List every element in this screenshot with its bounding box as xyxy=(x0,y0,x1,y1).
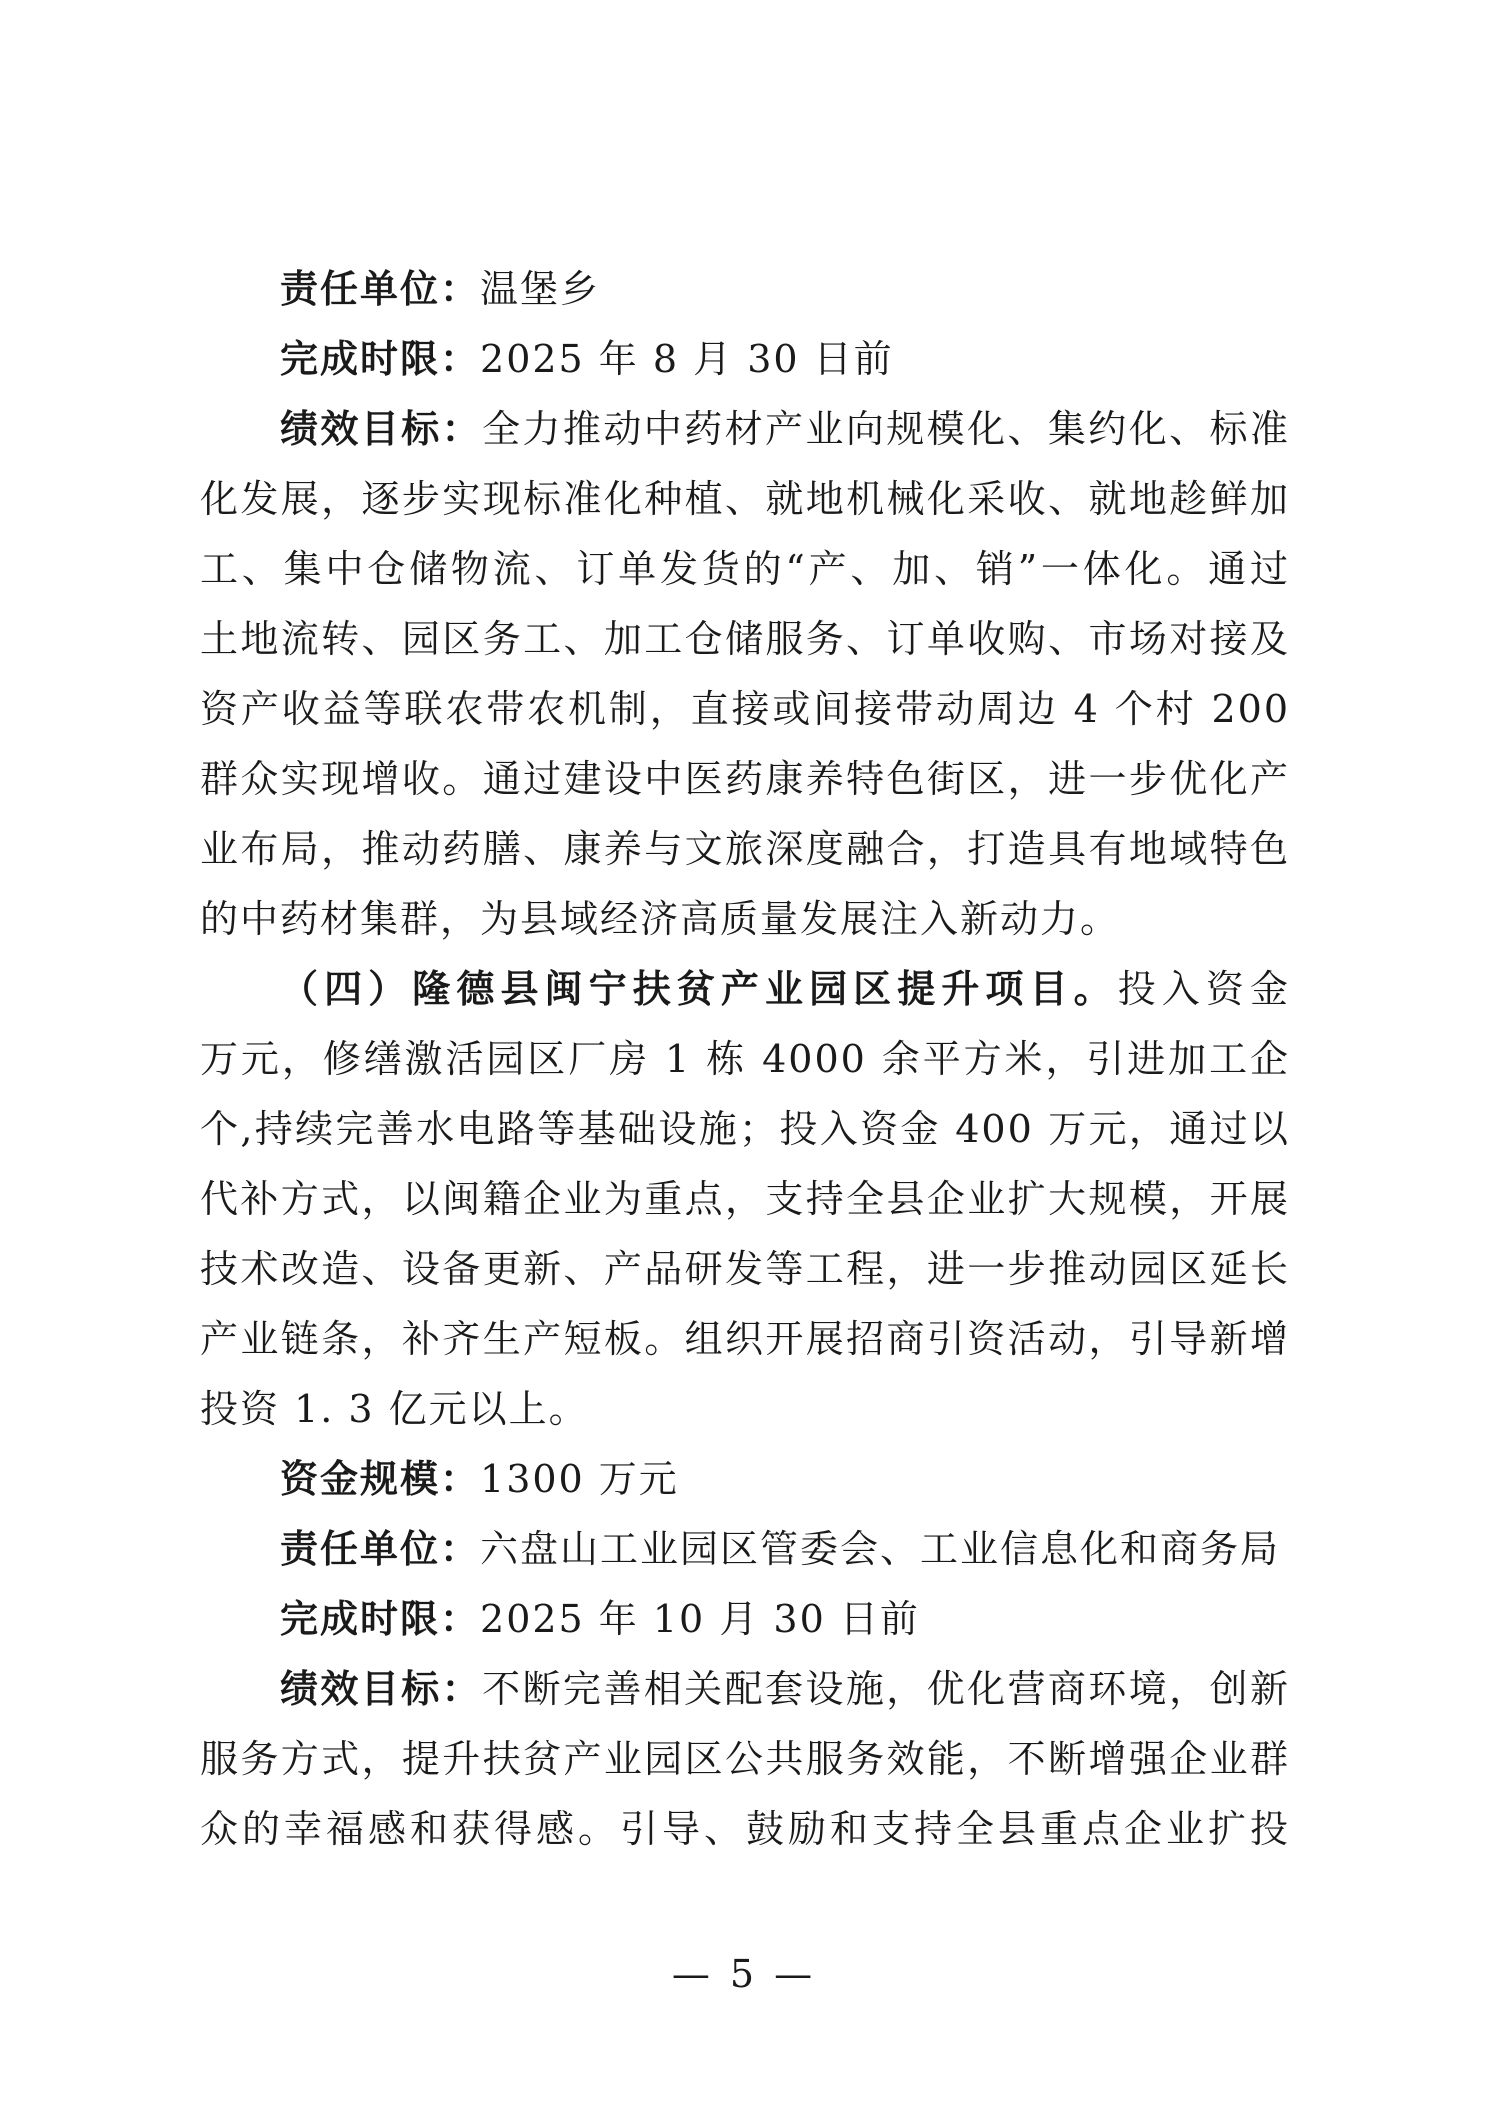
section-text-line: 投资 1. 3 亿元以上。 xyxy=(200,1387,589,1431)
responsible-unit-value: 六盘山工业园区管委会、工业信息化和商务局 xyxy=(480,1527,1281,1571)
section-heading-line xyxy=(200,954,1290,1024)
section-text-line: 代补方式，以闽籍企业为重点，支持全县企业扩大规模，开展 xyxy=(200,1177,1290,1221)
goal-line xyxy=(200,394,1290,464)
responsible-unit-line xyxy=(200,254,1290,324)
goal-text-line: 群众实现增收。通过建设中医药康养特色街区，进一步优化产 xyxy=(200,757,1290,801)
goal-text: 不断完善相关配套设施，优化营商环境，创新 xyxy=(482,1667,1290,1711)
page-number: — 5 — xyxy=(671,1952,817,1996)
responsible-unit-value: 温堡乡 xyxy=(480,267,601,311)
fund-scale-line xyxy=(200,1444,1290,1514)
fund-scale-value: 1300 万元 xyxy=(480,1457,679,1501)
goal-line xyxy=(200,1654,1290,1724)
goal-text-line: 土地流转、园区务工、加工仓储服务、订单收购、市场对接及 xyxy=(200,617,1290,661)
responsible-unit-label: 责任单位： xyxy=(280,1527,481,1571)
deadline-label: 完成时限： xyxy=(280,337,481,381)
goal-text-line: 资产收益等联农带农机制，直接或间接带动周边 4 个村 200 xyxy=(200,687,1290,731)
goal-text-line: 的中药材集群，为县域经济高质量发展注入新动力。 xyxy=(200,897,1121,941)
section-text-line: 技术改造、设备更新、产品研发等工程，进一步推动园区延长 xyxy=(200,1247,1290,1291)
goal-text-line: 业布局，推动药膳、康养与文旅深度融合，打造具有地域特色 xyxy=(200,827,1290,871)
goal-text-line: 众的幸福感和获得感。引导、鼓励和支持全县重点企业扩投 xyxy=(200,1807,1290,1851)
document-body xyxy=(200,254,1290,1864)
deadline-line xyxy=(200,324,1290,394)
section-heading: （四）隆德县闽宁扶贫产业园区提升项目。 xyxy=(280,967,1118,1011)
deadline-line xyxy=(200,1584,1290,1654)
section-text: 投入资金 xyxy=(1117,967,1290,1011)
section-text-line: 产业链条，补齐生产短板。组织开展招商引资活动，引导新增 xyxy=(200,1317,1290,1361)
deadline-label: 完成时限： xyxy=(280,1597,481,1641)
responsible-unit-label: 责任单位： xyxy=(280,267,481,311)
responsible-unit-line xyxy=(200,1514,1290,1584)
fund-scale-label: 资金规模： xyxy=(280,1457,481,1501)
goal-text-line: 工、集中仓储物流、订单发货的“产、加、销”一体化。通过 xyxy=(200,547,1290,591)
goal-label: 绩效目标： xyxy=(280,1667,483,1711)
deadline-value: 2025 年 8 月 30 日前 xyxy=(480,337,894,381)
goal-label: 绩效目标： xyxy=(280,407,483,451)
section-text-line: 万元，修缮激活园区厂房 1 栋 4000 余平方米，引进加工企 xyxy=(200,1037,1290,1081)
goal-text: 全力推动中药材产业向规模化、集约化、标准 xyxy=(482,407,1290,451)
goal-text-line: 化发展，逐步实现标准化种植、就地机械化采收、就地趁鲜加 xyxy=(200,477,1290,521)
deadline-value: 2025 年 10 月 30 日前 xyxy=(480,1597,920,1641)
goal-text-line: 服务方式，提升扶贫产业园区公共服务效能，不断增强企业群 xyxy=(200,1737,1290,1781)
section-text-line: 个,持续完善水电路等基础设施；投入资金 400 万元，通过以 xyxy=(200,1107,1290,1151)
